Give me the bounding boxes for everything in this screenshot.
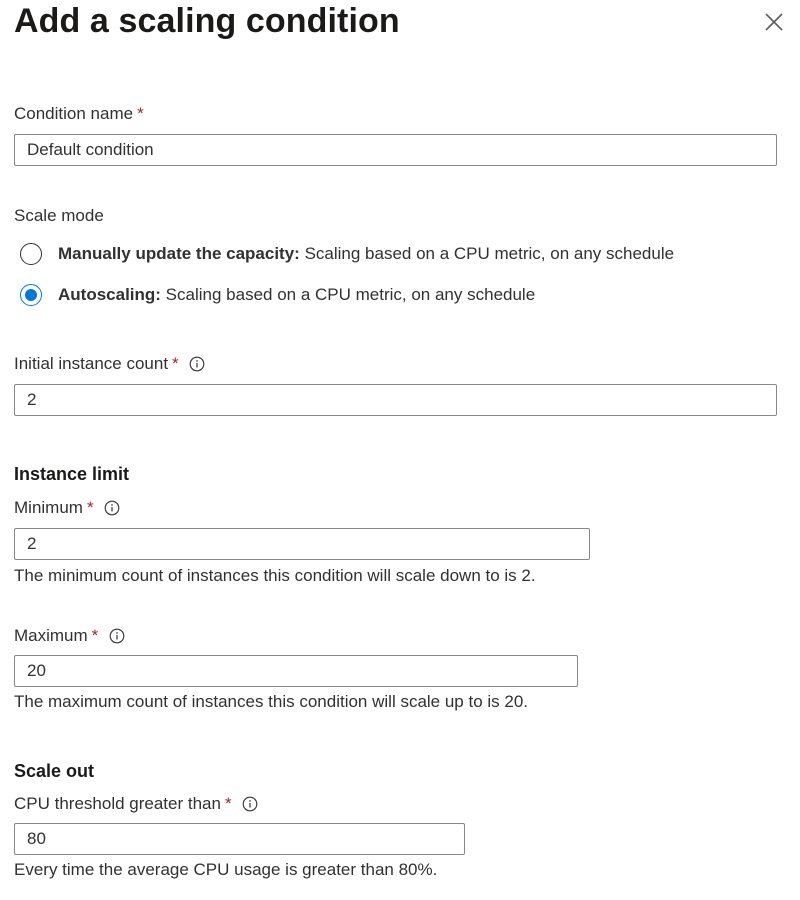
radio-button-checked[interactable] [20, 284, 42, 306]
maximum-input[interactable] [14, 655, 578, 687]
cpu-threshold-label: CPU threshold greater than * [14, 794, 258, 814]
minimum-input[interactable] [14, 528, 590, 560]
maximum-help-text: The maximum count of instances this condition will scale up to is 20. [14, 692, 529, 711]
cpu-threshold-input[interactable] [14, 823, 465, 855]
required-mark: * [91, 626, 99, 645]
required-mark: * [137, 104, 144, 123]
initial-count-label: Initial instance count * [14, 354, 205, 374]
maximum-label: Maximum * [14, 626, 125, 646]
option-text: Manually update the capacity: Scaling based on a CPU metric, on any schedule [58, 244, 675, 263]
info-icon[interactable] [189, 356, 205, 372]
minimum-label: Minimum * [14, 498, 120, 518]
radio-button[interactable] [20, 243, 42, 265]
info-icon[interactable] [109, 628, 125, 644]
required-mark: * [172, 354, 179, 373]
minimum-help-text: The minimum count of instances this condition will scale down to is 2. [14, 566, 536, 585]
scale-mode-label: Scale mode [14, 206, 104, 225]
option-text: Autoscaling: Scaling based on a CPU metric, on any schedule [58, 285, 536, 304]
instance-limit-heading: Instance limit [14, 464, 130, 484]
info-icon[interactable] [104, 500, 120, 516]
info-icon[interactable] [242, 796, 258, 812]
condition-name-label: Condition name * [14, 104, 144, 123]
scale-mode-option-manual[interactable] [20, 243, 674, 265]
close-icon[interactable] [762, 10, 786, 34]
condition-name-input[interactable] [14, 134, 777, 166]
required-mark: * [224, 794, 232, 813]
page-title: Add a scaling condition [14, 2, 400, 40]
scale-mode-option-autoscaling[interactable] [20, 284, 535, 306]
initial-count-input[interactable] [14, 384, 777, 416]
cpu-threshold-help-text: Every time the average CPU usage is greater than 80%. [14, 860, 438, 879]
required-mark: * [86, 498, 94, 517]
scale-out-heading: Scale out [14, 761, 95, 781]
